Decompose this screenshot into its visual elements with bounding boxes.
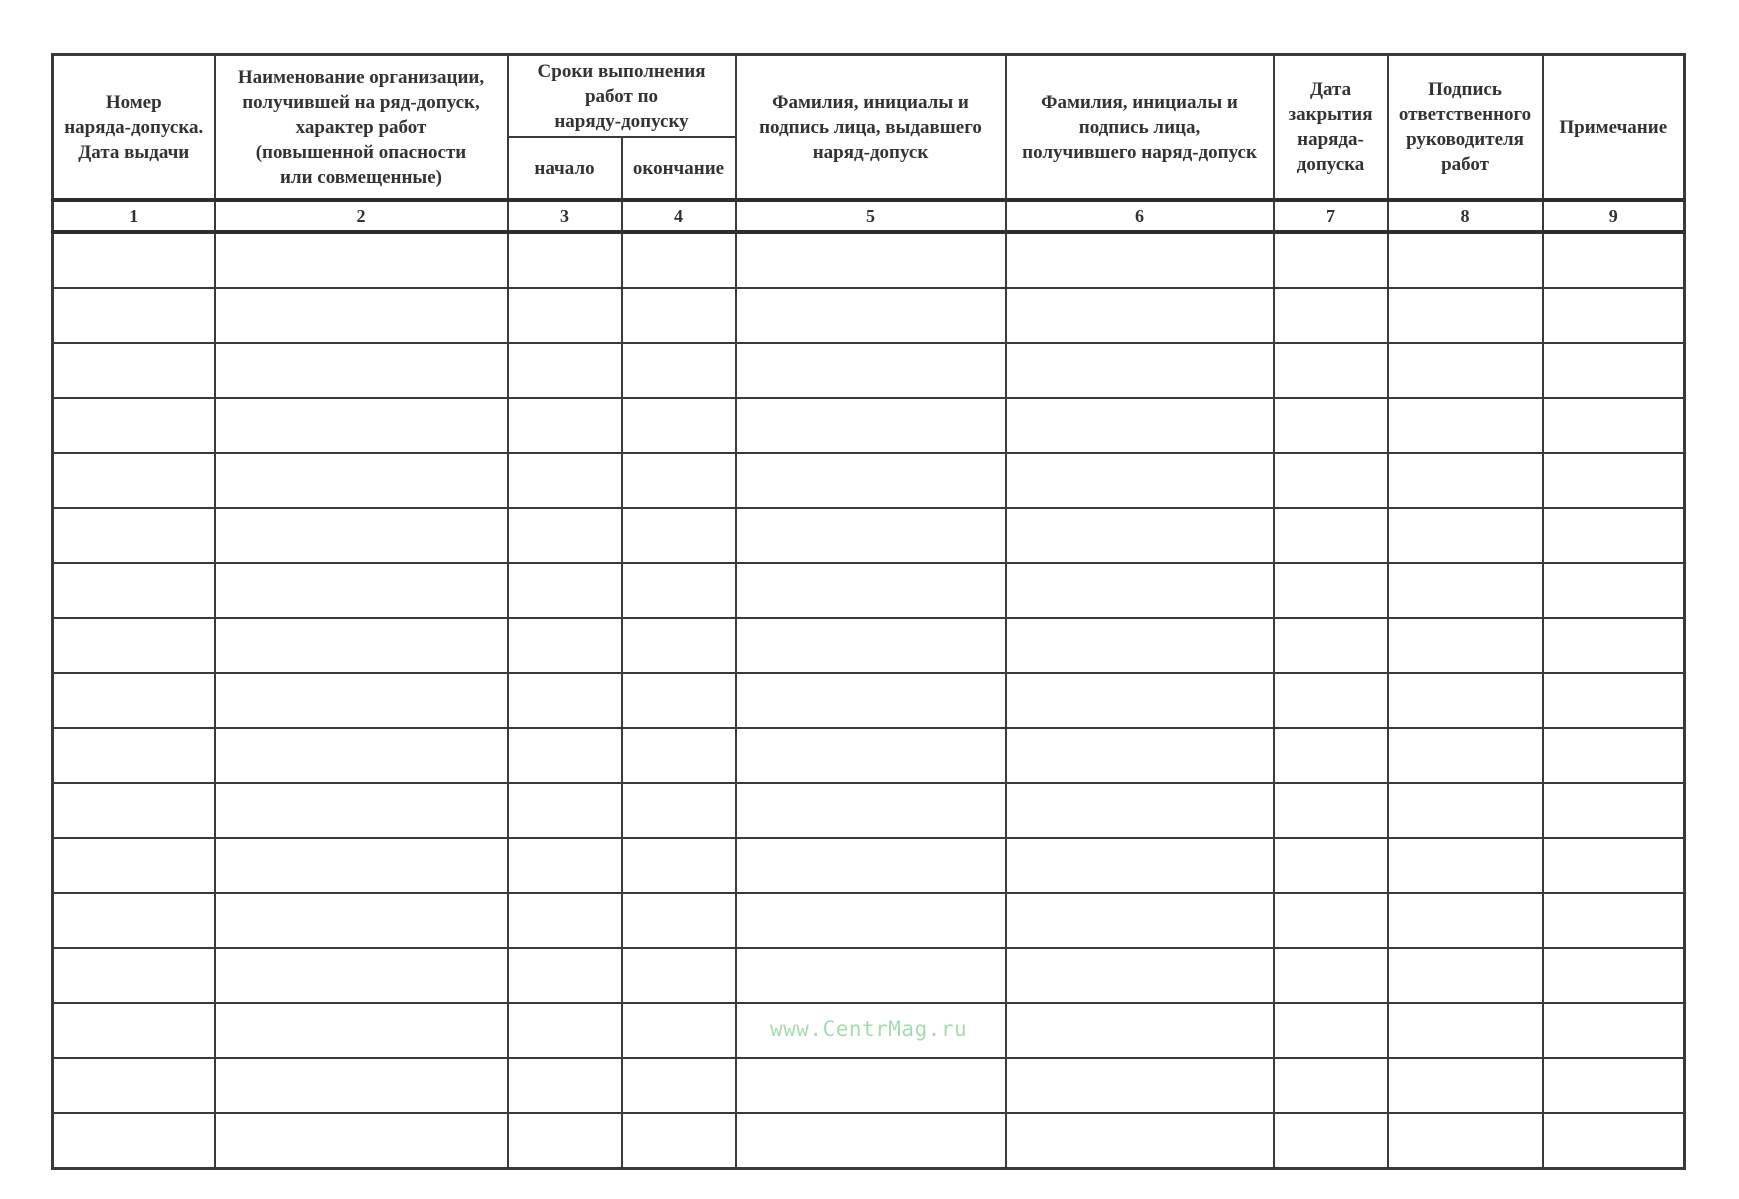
empty-cell — [736, 618, 1006, 673]
empty-cell — [1388, 508, 1543, 563]
header-closing-date — [1274, 55, 1388, 201]
table-row — [53, 673, 1685, 728]
empty-cell — [1388, 398, 1543, 453]
empty-cell — [1543, 673, 1685, 728]
empty-cell — [1006, 673, 1274, 728]
column-number: 5 — [736, 200, 1006, 232]
column-number: 4 — [622, 200, 736, 232]
empty-cell — [1388, 453, 1543, 508]
column-number: 2 — [215, 200, 508, 232]
empty-cell — [1006, 838, 1274, 893]
empty-cell — [736, 398, 1006, 453]
column-number: 8 — [1388, 200, 1543, 232]
header-issuer-signature — [736, 55, 1006, 201]
empty-cell — [622, 508, 736, 563]
header-end — [622, 137, 736, 200]
header-row-top — [53, 55, 1685, 138]
empty-cell — [215, 1003, 508, 1058]
header-permit-number-date-text: Номер наряда-допуска. Дата выдачи — [64, 91, 204, 163]
empty-cell — [53, 453, 215, 508]
empty-cell — [1388, 1058, 1543, 1113]
empty-cell — [1388, 232, 1543, 288]
empty-cell — [508, 948, 622, 1003]
empty-cell — [508, 893, 622, 948]
site-watermark: www.CentrMag.ru — [770, 1017, 968, 1041]
empty-cell — [215, 948, 508, 1003]
empty-cell — [53, 673, 215, 728]
header-end-text: окончание — [632, 157, 725, 179]
empty-cell — [1543, 1003, 1685, 1058]
empty-cell — [1543, 398, 1685, 453]
empty-cell — [736, 838, 1006, 893]
empty-cell — [1006, 288, 1274, 343]
empty-cell — [53, 563, 215, 618]
empty-cell — [53, 508, 215, 563]
empty-cell — [622, 783, 736, 838]
header-note-text: Примечание — [1559, 116, 1668, 138]
empty-cell — [508, 1003, 622, 1058]
header-receiver-signature-text: Фамилия, инициалы и подпись лица, получившего наряд-допуск — [1022, 91, 1257, 163]
empty-cell — [215, 288, 508, 343]
empty-cell — [508, 618, 622, 673]
empty-cell — [736, 508, 1006, 563]
empty-cell — [508, 288, 622, 343]
empty-cell — [1274, 398, 1388, 453]
empty-cell — [1006, 508, 1274, 563]
empty-cell — [1274, 673, 1388, 728]
empty-cell — [1388, 1003, 1543, 1058]
empty-cell — [1388, 893, 1543, 948]
empty-cell — [1274, 343, 1388, 398]
empty-cell — [1388, 563, 1543, 618]
header-start-text: начало — [534, 157, 595, 179]
empty-cell — [1543, 563, 1685, 618]
empty-cell — [736, 673, 1006, 728]
header-supervisor-signature-text: Подпись ответственного руководителя работ — [1398, 79, 1532, 175]
empty-cell — [1543, 453, 1685, 508]
empty-cell — [622, 288, 736, 343]
empty-cell — [1543, 508, 1685, 563]
empty-cell — [508, 563, 622, 618]
empty-cell — [622, 618, 736, 673]
empty-cell — [736, 1058, 1006, 1113]
empty-cell — [1388, 838, 1543, 893]
empty-cell — [1274, 1113, 1388, 1169]
empty-cell — [53, 232, 215, 288]
empty-cell — [508, 453, 622, 508]
header-closing-date-text: Дата закрытия наряда- допуска — [1288, 79, 1373, 175]
empty-cell — [508, 398, 622, 453]
table-row — [53, 893, 1685, 948]
empty-cell — [736, 232, 1006, 288]
header-permit-number-date — [53, 55, 215, 201]
empty-cell — [622, 398, 736, 453]
empty-cell — [1388, 728, 1543, 783]
table-row — [53, 948, 1685, 1003]
column-number: 7 — [1274, 200, 1388, 232]
table-row — [53, 453, 1685, 508]
empty-cell — [215, 508, 508, 563]
empty-cell — [622, 1058, 736, 1113]
header-organization-work-type — [215, 55, 508, 201]
empty-cell — [1543, 783, 1685, 838]
empty-cell — [215, 1058, 508, 1113]
empty-cell — [736, 1113, 1006, 1169]
empty-cell — [53, 728, 215, 783]
empty-cell — [736, 948, 1006, 1003]
empty-cell — [1006, 343, 1274, 398]
empty-cell — [1274, 453, 1388, 508]
empty-cell — [508, 343, 622, 398]
empty-cell — [1543, 288, 1685, 343]
empty-cell — [508, 1058, 622, 1113]
empty-cell — [1274, 1058, 1388, 1113]
empty-cell — [1388, 1113, 1543, 1169]
column-number-row — [53, 200, 1685, 232]
empty-cell — [215, 343, 508, 398]
empty-cell — [508, 783, 622, 838]
empty-cell — [622, 673, 736, 728]
empty-cell — [622, 1113, 736, 1169]
empty-cell — [1006, 398, 1274, 453]
empty-cell — [1388, 618, 1543, 673]
empty-cell — [508, 508, 622, 563]
empty-cell — [53, 893, 215, 948]
header-organization-work-type-text: Наименование организации, получившей на ряд-допуск, характер работ (повышенной опасности или совмещенные) — [237, 66, 485, 188]
empty-cell — [1388, 783, 1543, 838]
empty-cell — [1274, 728, 1388, 783]
table-row — [53, 618, 1685, 673]
empty-cell — [53, 1058, 215, 1113]
empty-cell — [1006, 948, 1274, 1003]
empty-cell — [1543, 728, 1685, 783]
empty-cell — [508, 838, 622, 893]
empty-cell — [1274, 288, 1388, 343]
header-note — [1543, 55, 1685, 201]
empty-cell — [53, 948, 215, 1003]
empty-cell — [736, 783, 1006, 838]
empty-cell — [622, 948, 736, 1003]
empty-cell — [53, 288, 215, 343]
empty-cell — [1006, 232, 1274, 288]
empty-cell — [1543, 1058, 1685, 1113]
empty-cell — [215, 783, 508, 838]
empty-cell — [1274, 508, 1388, 563]
table-row — [53, 838, 1685, 893]
empty-cell — [215, 232, 508, 288]
empty-cell — [1388, 288, 1543, 343]
empty-cell — [1274, 563, 1388, 618]
empty-cell — [1006, 1058, 1274, 1113]
empty-cell — [508, 232, 622, 288]
column-number: 6 — [1006, 200, 1274, 232]
empty-cell — [53, 618, 215, 673]
empty-cell — [53, 783, 215, 838]
header-receiver-signature — [1006, 55, 1274, 201]
empty-cell — [1006, 783, 1274, 838]
table-row — [53, 398, 1685, 453]
empty-cell — [1006, 1003, 1274, 1058]
empty-cell — [215, 728, 508, 783]
permit-register-table — [51, 53, 1686, 1170]
empty-cell — [1274, 1003, 1388, 1058]
empty-cell — [215, 453, 508, 508]
empty-cell — [1274, 948, 1388, 1003]
table-row — [53, 508, 1685, 563]
empty-cell — [215, 838, 508, 893]
empty-cell — [1006, 563, 1274, 618]
table-row — [53, 1113, 1685, 1169]
empty-cell — [622, 563, 736, 618]
empty-cell — [1274, 783, 1388, 838]
empty-cell — [1274, 838, 1388, 893]
empty-cell — [622, 232, 736, 288]
empty-cell — [215, 618, 508, 673]
empty-cell — [1543, 618, 1685, 673]
empty-cell — [215, 563, 508, 618]
empty-cell — [622, 453, 736, 508]
header-issuer-signature-text: Фамилия, инициалы и подпись лица, выдавшего наряд-допуск — [759, 91, 982, 163]
empty-cell — [1006, 893, 1274, 948]
column-number: 3 — [508, 200, 622, 232]
empty-cell — [736, 728, 1006, 783]
header-work-period-group-text: Сроки выполнения работ по наряду-допуску — [537, 60, 706, 132]
empty-cell — [1388, 673, 1543, 728]
empty-cell — [53, 1003, 215, 1058]
empty-cell — [622, 893, 736, 948]
empty-cell — [736, 453, 1006, 508]
table-row — [53, 288, 1685, 343]
empty-cell — [1543, 343, 1685, 398]
empty-cell — [215, 398, 508, 453]
empty-cell — [1006, 728, 1274, 783]
empty-cell — [1006, 453, 1274, 508]
empty-cell — [53, 343, 215, 398]
empty-cell — [736, 563, 1006, 618]
empty-cell — [53, 1113, 215, 1169]
empty-cell — [53, 838, 215, 893]
column-number: 9 — [1543, 200, 1685, 232]
empty-cell — [1543, 948, 1685, 1003]
header-start — [508, 137, 622, 200]
empty-cell — [1274, 232, 1388, 288]
empty-cell — [508, 1113, 622, 1169]
empty-cell — [1388, 343, 1543, 398]
empty-cell — [1543, 893, 1685, 948]
empty-cell — [736, 343, 1006, 398]
empty-cell — [1006, 1113, 1274, 1169]
empty-cell — [1543, 232, 1685, 288]
empty-cell — [215, 1113, 508, 1169]
empty-cell — [1543, 1113, 1685, 1169]
empty-cell — [622, 1003, 736, 1058]
table-row — [53, 343, 1685, 398]
empty-cell — [215, 893, 508, 948]
empty-cell — [508, 673, 622, 728]
empty-cell — [53, 398, 215, 453]
empty-cell — [736, 893, 1006, 948]
empty-cell — [1274, 893, 1388, 948]
empty-cell — [622, 343, 736, 398]
empty-cell — [215, 673, 508, 728]
table-row — [53, 232, 1685, 288]
table-row — [53, 1058, 1685, 1113]
empty-cell — [622, 728, 736, 783]
header-supervisor-signature — [1388, 55, 1543, 201]
table-row — [53, 783, 1685, 838]
empty-cell — [622, 838, 736, 893]
empty-cell — [1006, 618, 1274, 673]
header-work-period-group — [508, 55, 736, 138]
empty-cell — [1543, 838, 1685, 893]
table-row — [53, 728, 1685, 783]
table-row — [53, 563, 1685, 618]
column-number: 1 — [53, 200, 215, 232]
empty-cell — [736, 288, 1006, 343]
empty-cell — [508, 728, 622, 783]
empty-cell — [1274, 618, 1388, 673]
empty-cell — [1388, 948, 1543, 1003]
